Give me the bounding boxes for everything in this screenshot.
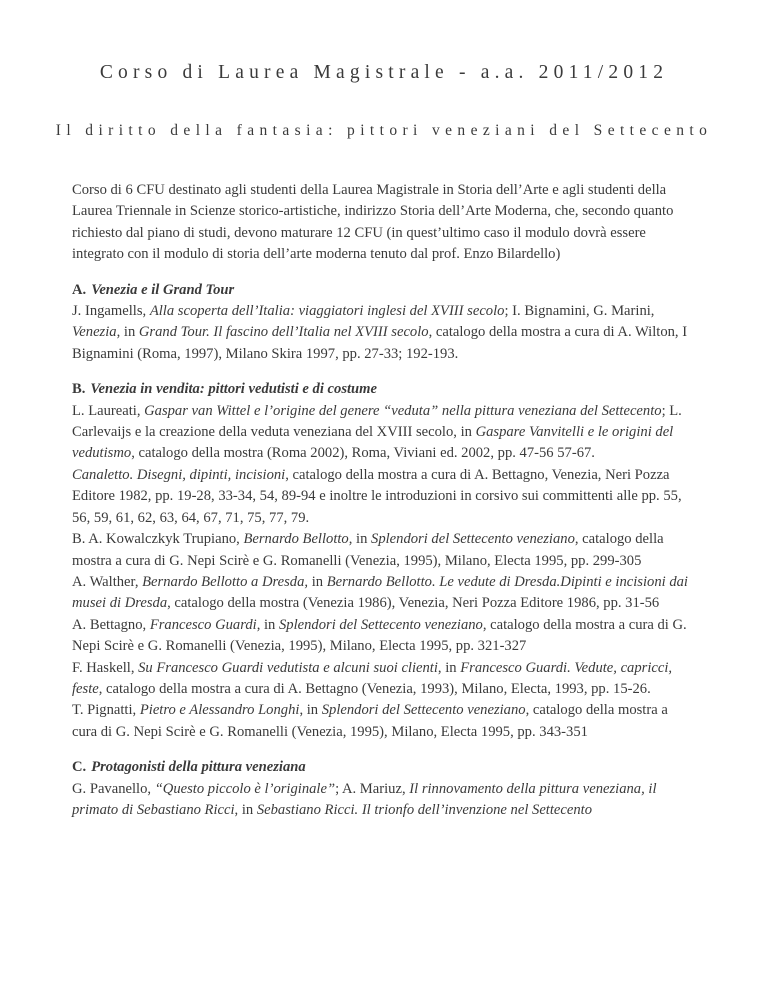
bibliography-entry [72, 615, 696, 658]
entry-text: , in [299, 702, 322, 719]
entry-text: , in [348, 531, 372, 548]
entry-italic-text: Splendori del Settecento veneziano [279, 616, 483, 633]
entry-text: ; A. Mariuz, [335, 780, 410, 797]
entry-italic-text: “Questo piccolo è l’originale” [154, 780, 336, 797]
entry-text: B. A. Kowalczkyk Trupiano, [72, 531, 244, 548]
entry-text: , catalogo della mostra a cura di A. Bettagno, Venezia, Neri Pozza Editore 1982, pp. 19-28, 33-34, 54, 89-94 e inoltre le introduzioni in corsivo sui committenti alle pp. 55, 56, 59, 61, 62, 63, 64, 67, 71, 75, 77, 79. [72, 466, 682, 526]
bibliography-entry [72, 529, 696, 572]
entry-italic-text: Bernardo Bellotto [243, 531, 349, 548]
entry-italic-text: Venezia [72, 324, 117, 341]
entry-text: ; I. Bignamini, G. Marini, [504, 303, 655, 320]
entry-text: in [308, 573, 327, 590]
entry-text: , catalogo della mostra (Roma 2002), Roma, Viviani ed. 2002, pp. 47-56 57-67. [131, 445, 595, 462]
section-letter: B. [72, 381, 86, 398]
entry-text: ; L. Carlevaijs e la creazione della veduta veneziana del XVIII secolo, in [72, 402, 682, 441]
bibliography-sections [72, 280, 696, 822]
bibliography-entry [72, 401, 696, 465]
entry-text: , catalogo della mostra (Venezia 1986), Venezia, Neri Pozza Editore 1986, pp. 31-56 [167, 595, 660, 612]
entry-italic-text: Splendori del Settecento veneziano [371, 531, 575, 548]
section-letter: A. [72, 281, 87, 298]
bibliography-entry [72, 658, 696, 701]
bibliography-entry [72, 700, 696, 743]
entry-text: , catalogo della mostra a cura di G. Nepi Scirè e G. Romanelli (Venezia, 1995), Milano, Electa 1995, pp. 299-305 [72, 531, 664, 569]
entry-italic-text: Grand Tour. Il fascino dell’Italia nel XVIII secolo [138, 324, 429, 341]
page-title: Corso di Laurea Magistrale - a.a. 2011/2012 [99, 62, 669, 83]
entry-text: J. Ingamells, [72, 303, 150, 320]
entry-italic-text: Gaspar van Wittel e l’origine del genere “veduta” nella pittura veneziana del Settecento [144, 402, 662, 419]
entry-text: F. Haskell, [72, 659, 139, 676]
entry-text: G. Pavanello, [72, 780, 155, 797]
entry-italic-text: Pietro e Alessandro Longhi [139, 702, 300, 719]
entry-text: , catalogo della mostra a cura di A. Bettagno (Venezia, 1993), Milano, Electa, 1993, pp. 15-26. [98, 680, 651, 697]
section-b [72, 379, 696, 743]
entry-italic-text: Splendori del Settecento veneziano [321, 702, 526, 719]
entry-text: T. Pignatti, [72, 702, 140, 719]
entry-text: , in [256, 616, 279, 633]
section-title: Venezia in vendita: pittori vedutisti e di costume [90, 381, 377, 398]
entry-text: A. Bettagno, [72, 616, 150, 633]
entry-text: L. Laureati, [72, 402, 145, 419]
entry-text: , catalogo della mostra a cura di G. Nepi Scirè e G. Romanelli (Venezia, 1995), Milano, Electa 1995, pp. 343-351 [72, 702, 668, 740]
entry-text: A. Walther, [72, 573, 143, 590]
bibliography-entry [72, 572, 696, 615]
section-heading [72, 280, 696, 301]
entry-italic-text: Canaletto. Disegni, dipinti, incisioni [72, 466, 286, 483]
entry-text: , in [116, 324, 139, 341]
entry-italic-text: Francesco Guardi. Vedute, capricci, feste [72, 659, 673, 697]
section-c [72, 757, 696, 821]
bibliography-entry [72, 301, 696, 365]
entry-italic-text: Il rinnovamento della pittura veneziana, il primato di Sebastiano Ricci [72, 780, 657, 818]
document-body [72, 180, 696, 835]
entry-italic-text: Gaspare Vanvitelli e le origini del vedutismo [72, 424, 674, 462]
entry-italic-text: Francesco Guardi [149, 616, 257, 633]
entry-text: , in [437, 659, 461, 676]
entry-italic-text: Sebastiano Ricci. Il trionfo dell’invenzione nel Settecento [256, 801, 593, 818]
entry-text: , catalogo della mostra a cura di A. Wilton, I Bignamini (Roma, 1997), Milano Skira 1997, pp. 27-33; 192-193. [72, 324, 688, 362]
entry-text: , in [234, 801, 257, 818]
page-subtitle: Il diritto della fantasia: pittori veneziani del Settecento [55, 122, 713, 139]
intro-paragraph: Corso di 6 CFU destinato agli studenti della Laurea Magistrale in Storia dell’Arte e agli studenti della Laurea Triennale in Scienze storico-artistiche, indirizzo Storia dell’Arte Moderna, che, secondo quanto richiesto dal piano di studi, devono maturare 12 CFU (in quest’ultimo caso il modulo dovrà essere integrato con il modulo di storia dell’arte moderna tenuto dal prof. Enzo Bilardello) [72, 182, 674, 263]
entry-italic-text: Bernardo Bellotto. Le vedute di Dresda.Dipinti e incisioni dai musei di Dresda [72, 573, 688, 612]
section-letter: C. [72, 759, 87, 776]
section-a [72, 280, 696, 366]
bibliography-entry [72, 465, 696, 529]
section-heading [72, 379, 696, 400]
entry-italic-text: Su Francesco Guardi vedutista e alcuni suoi clienti [138, 659, 438, 676]
section-title: Venezia e il Grand Tour [91, 281, 235, 298]
section-heading [72, 757, 696, 778]
section-title: Protagonisti della pittura veneziana [91, 759, 306, 776]
bibliography-entry [72, 779, 696, 822]
entry-italic-text: Alla scoperta dell’Italia: viaggiatori inglesi del XVIII secolo [149, 303, 505, 320]
entry-text: , catalogo della mostra a cura di G. Nepi Scirè e G. Romanelli (Venezia, 1995), Milano, Electa 1995, pp. 321-327 [72, 616, 687, 655]
entry-italic-text: Bernardo Bellotto a Dresda, [142, 573, 309, 590]
